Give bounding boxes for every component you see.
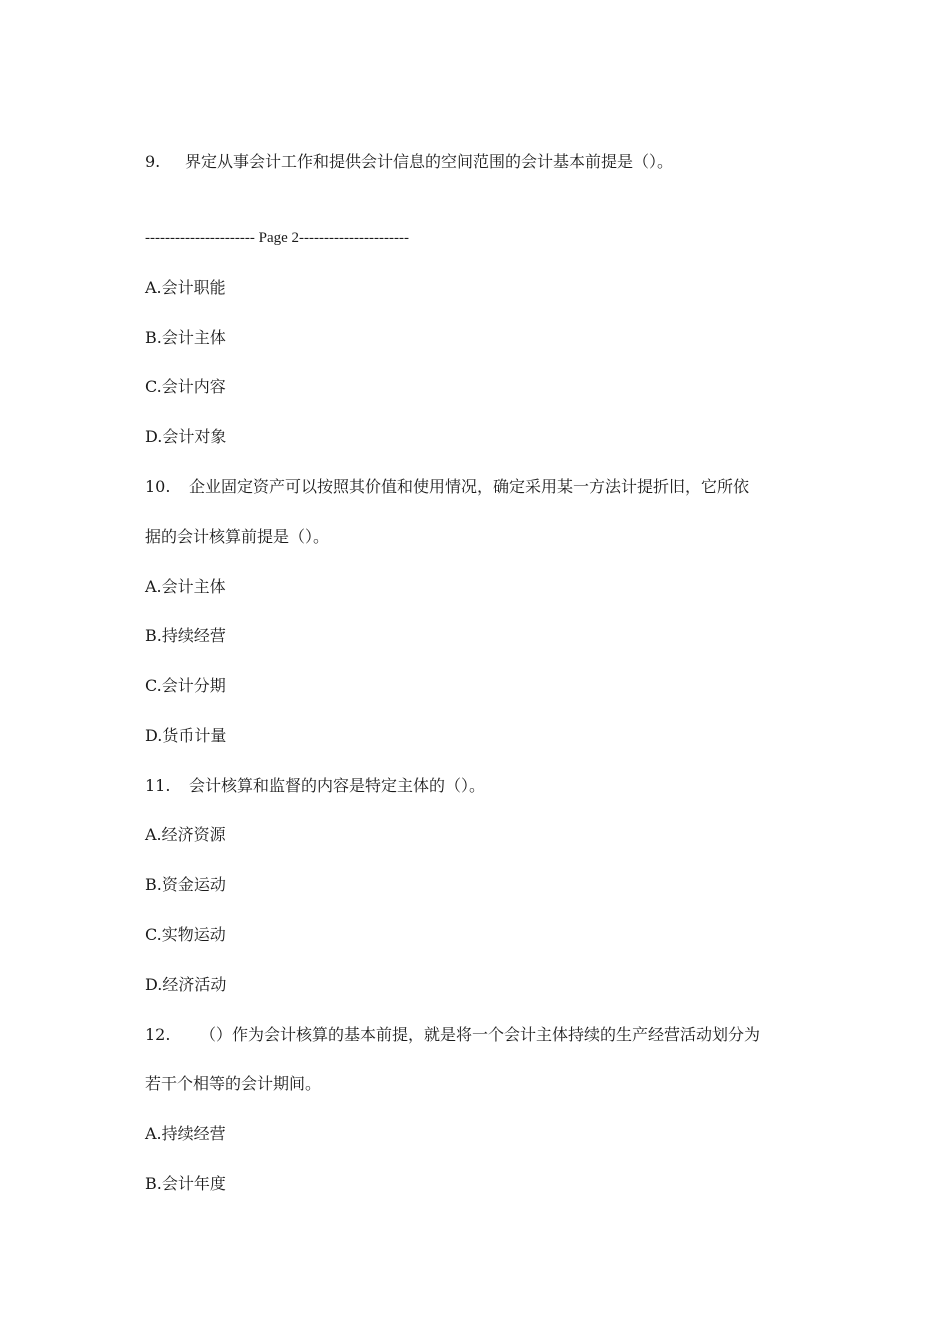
page-separator: ---------------------- Page 2---------------------- xyxy=(145,230,409,246)
question-10-text-line2: 据的会计核算前提是（）。 xyxy=(145,527,330,546)
question-12 xyxy=(145,1025,760,1045)
q9-option-a: A.会计职能 xyxy=(145,278,226,297)
question-10-number: 10. xyxy=(145,477,171,496)
q9-option-b: B.会计主体 xyxy=(145,328,226,347)
q9-option-d: D.会计对象 xyxy=(145,427,227,446)
question-12-number: 12. xyxy=(145,1025,171,1044)
question-9-number: 9. xyxy=(145,152,161,171)
q11-option-b: B.资金运动 xyxy=(145,875,226,894)
question-11-text: 会计核算和监督的内容是特定主体的（）。 xyxy=(189,776,486,795)
q11-option-a: A.经济资源 xyxy=(145,825,226,844)
question-10 xyxy=(145,477,749,497)
question-9 xyxy=(145,152,673,172)
q9-option-c: C.会计内容 xyxy=(145,377,226,396)
q10-option-c: C.会计分期 xyxy=(145,676,226,695)
q10-option-a: A.会计主体 xyxy=(145,577,226,596)
q10-option-d: D.货币计量 xyxy=(145,726,227,745)
q12-option-b: B.会计年度 xyxy=(145,1174,226,1193)
question-11 xyxy=(145,776,485,796)
question-12-text-line2: 若干个相等的会计期间。 xyxy=(145,1074,322,1093)
question-11-number: 11. xyxy=(145,776,171,795)
q11-option-d: D.经济活动 xyxy=(145,975,227,994)
question-12-text-line1: （）作为会计核算的基本前提，就是将一个会计主体持续的生产经营活动划分为 xyxy=(200,1025,761,1044)
q10-option-b: B.持续经营 xyxy=(145,626,226,645)
question-9-text: 界定从事会计工作和提供会计信息的空间范围的会计基本前提是（）。 xyxy=(185,152,674,171)
question-10-text-line1: 企业固定资产可以按照其价值和使用情况，确定采用某一方法计提折旧，它所依 xyxy=(189,477,750,496)
q11-option-c: C.实物运动 xyxy=(145,925,226,944)
q12-option-a: A.持续经营 xyxy=(145,1124,226,1143)
